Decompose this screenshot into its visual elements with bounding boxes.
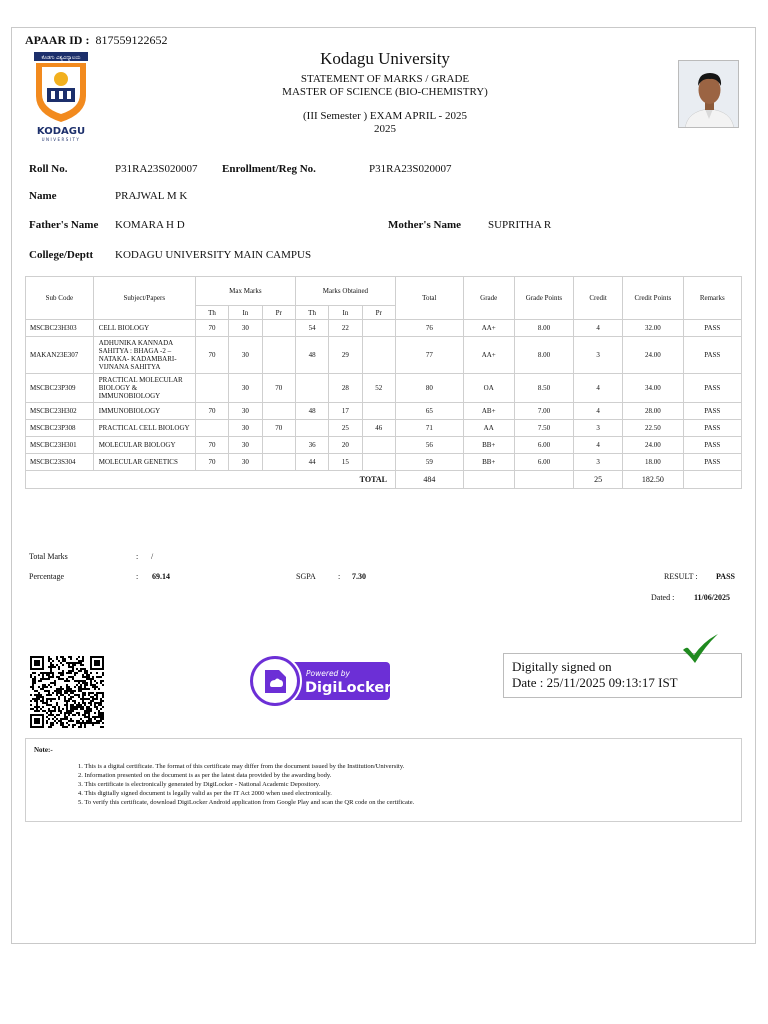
cell-grade: AA+	[463, 320, 514, 337]
cell-code: MSCBC23H301	[26, 437, 94, 454]
col-max-in: In	[229, 306, 262, 320]
cell-remarks: PASS	[683, 420, 741, 437]
cell-total: 77	[395, 337, 463, 374]
mother-value: SUPRITHA R	[488, 219, 552, 231]
cell-gp: 7.50	[514, 420, 573, 437]
total-grade-cell	[463, 471, 514, 489]
cell-max-in: 30	[229, 454, 262, 471]
cell-ob-pr: 46	[362, 420, 395, 437]
cell-ob-in: 17	[329, 403, 362, 420]
cell-code: MSCBC23H303	[26, 320, 94, 337]
cell-grade: BB+	[463, 437, 514, 454]
cell-grade: AB+	[463, 403, 514, 420]
percentage-value: 69.14	[152, 572, 170, 581]
cell-grade: AA+	[463, 337, 514, 374]
note-item: 4. This digitally signed document is legally valid as per the IT Act 2000 when used electronically.	[78, 790, 332, 797]
student-photo	[678, 60, 739, 128]
cell-credit: 3	[574, 454, 623, 471]
roll-value: P31RA23S020007	[115, 163, 198, 175]
cell-total: 59	[395, 454, 463, 471]
total-marks-value: /	[151, 552, 154, 561]
cell-max-in: 30	[229, 337, 262, 374]
cell-cp: 18.00	[623, 454, 683, 471]
cell-ob-th: 36	[295, 437, 328, 454]
cell-total: 80	[395, 374, 463, 403]
sgpa-colon: :	[338, 572, 341, 581]
marks-table	[25, 276, 742, 489]
col-ob-th: Th	[295, 306, 328, 320]
cell-ob-pr	[362, 437, 395, 454]
cell-remarks: PASS	[683, 437, 741, 454]
notes-list	[78, 762, 414, 807]
cell-grade: AA	[463, 420, 514, 437]
total-gp-cell	[514, 471, 573, 489]
cell-max-th: 70	[195, 403, 228, 420]
total-marks-colon: :	[136, 552, 139, 561]
cell-max-pr	[262, 437, 295, 454]
dated-value: 11/06/2025	[694, 593, 731, 602]
cell-max-th: 70	[195, 320, 228, 337]
cell-ob-th: 44	[295, 454, 328, 471]
table-row	[26, 374, 742, 403]
father-label: Father's Name	[29, 219, 99, 231]
table-row	[26, 337, 742, 374]
cell-code: MSCBC23P308	[26, 420, 94, 437]
table-row	[26, 320, 742, 337]
cell-cp: 22.50	[623, 420, 683, 437]
svg-text:Powered by: Powered by	[306, 669, 350, 678]
cell-subject: MOLECULAR GENETICS	[93, 454, 195, 471]
father-value: KOMARA H D	[115, 219, 185, 231]
cell-ob-pr: 52	[362, 374, 395, 403]
total-credit: 25	[574, 471, 623, 489]
cell-gp: 6.00	[514, 437, 573, 454]
college-label: College/Deptt	[29, 249, 94, 261]
college-value: KODAGU UNIVERSITY MAIN CAMPUS	[115, 249, 312, 261]
col-credit-points: Credit Points	[623, 277, 683, 320]
col-marks-obtained: Marks Obtained	[295, 277, 395, 306]
note-item: 1. This is a digital certificate. The format of this certificate may differ from the document issued by the Institution/University.	[78, 763, 405, 770]
name-value: PRAJWAL M K	[115, 190, 188, 202]
exam-year: 2025	[374, 123, 396, 135]
cell-remarks: PASS	[683, 403, 741, 420]
cell-ob-in: 22	[329, 320, 362, 337]
cell-max-in: 30	[229, 437, 262, 454]
total-remarks-cell	[683, 471, 741, 489]
cell-credit: 4	[574, 320, 623, 337]
cell-grade: OA	[463, 374, 514, 403]
col-grade-points: Grade Points	[514, 277, 573, 320]
svg-text:DigiLocker: DigiLocker	[305, 680, 392, 696]
notes-title: Note:-	[34, 746, 53, 754]
col-subject: Subject/Papers	[93, 277, 195, 320]
cell-credit: 4	[574, 403, 623, 420]
cell-remarks: PASS	[683, 374, 741, 403]
cell-ob-in: 15	[329, 454, 362, 471]
table-row	[26, 403, 742, 420]
cell-max-th: 70	[195, 337, 228, 374]
col-max-marks: Max Marks	[195, 277, 295, 306]
cell-credit: 4	[574, 437, 623, 454]
cell-code: MSCBC23P309	[26, 374, 94, 403]
svg-text:KODAGU: KODAGU	[36, 126, 86, 137]
total-row	[26, 471, 742, 489]
cell-code: MSCBC23H302	[26, 403, 94, 420]
apaar-value: 817559122652	[95, 33, 168, 47]
cell-credit: 3	[574, 337, 623, 374]
cell-grade: BB+	[463, 454, 514, 471]
exam-title	[220, 110, 550, 136]
qr-code[interactable]	[30, 656, 104, 728]
cell-max-th	[195, 420, 228, 437]
cell-subject: PRACTICAL CELL BIOLOGY	[93, 420, 195, 437]
col-ob-pr: Pr	[362, 306, 395, 320]
cell-ob-th	[295, 374, 328, 403]
sgpa-label: SGPA	[296, 572, 316, 581]
cell-subject: IMMUNOBIOLOGY	[93, 403, 195, 420]
cell-max-pr: 70	[262, 420, 295, 437]
cell-max-pr	[262, 454, 295, 471]
note-item: 5. To verify this certificate, download DigiLocker Android application from Google Play and scan the QR code on the certificate.	[78, 799, 415, 806]
program-line: MASTER OF SCIENCE (BIO-CHEMISTRY)	[282, 86, 488, 98]
cell-max-in: 30	[229, 403, 262, 420]
col-max-th: Th	[195, 306, 228, 320]
mother-label: Mother's Name	[388, 219, 462, 231]
col-remarks: Remarks	[683, 277, 741, 320]
cell-max-th: 70	[195, 437, 228, 454]
signature-line1: Digitally signed on	[512, 659, 612, 674]
cell-subject: ADHUNIKA KANNADA SAHITYA : BHAGA -2 – NATAKA- KADAMBARI- VIJNANA SAHITYA	[93, 337, 195, 374]
cell-subject: PRACTICAL MOLECULAR BIOLOGY & IMMUNOBIOLOGY	[93, 374, 195, 403]
col-total: Total	[395, 277, 463, 320]
cell-ob-pr	[362, 403, 395, 420]
cell-gp: 8.50	[514, 374, 573, 403]
notes-box	[25, 738, 742, 822]
cell-ob-pr	[362, 337, 395, 374]
cell-max-in: 30	[229, 374, 262, 403]
cell-cp: 32.00	[623, 320, 683, 337]
enroll-label: Enrollment/Reg No.	[222, 163, 316, 175]
total-credit-points: 182.50	[623, 471, 683, 489]
total-label: TOTAL	[26, 471, 396, 489]
cell-max-pr	[262, 320, 295, 337]
cell-cp: 24.00	[623, 437, 683, 454]
university-logo	[30, 52, 92, 142]
table-row	[26, 420, 742, 437]
green-tick-icon	[680, 633, 720, 665]
cell-ob-in: 29	[329, 337, 362, 374]
cell-ob-in: 28	[329, 374, 362, 403]
col-max-pr: Pr	[262, 306, 295, 320]
result-value: PASS	[716, 572, 735, 581]
percentage-colon: :	[136, 572, 139, 581]
cell-cp: 24.00	[623, 337, 683, 374]
cell-ob-in: 20	[329, 437, 362, 454]
cell-gp: 6.00	[514, 454, 573, 471]
cell-code: MSCBC23S304	[26, 454, 94, 471]
cell-remarks: PASS	[683, 454, 741, 471]
cell-ob-th: 54	[295, 320, 328, 337]
cell-credit: 4	[574, 374, 623, 403]
cell-gp: 8.00	[514, 337, 573, 374]
total-marks-label: Total Marks	[29, 552, 68, 561]
cell-code: MAKAN23E307	[26, 337, 94, 374]
cell-gp: 8.00	[514, 320, 573, 337]
cell-max-in: 30	[229, 420, 262, 437]
sgpa-value: 7.30	[352, 572, 366, 581]
note-item: 3. This certificate is electronically generated by DigiLocker - National Academic Depository.	[78, 781, 321, 788]
percentage-label: Percentage	[29, 572, 65, 581]
cell-gp: 7.00	[514, 403, 573, 420]
table-row	[26, 437, 742, 454]
apaar-label: APAAR ID :	[25, 33, 90, 47]
cell-cp: 28.00	[623, 403, 683, 420]
col-ob-in: In	[329, 306, 362, 320]
svg-text:UNIVERSITY: UNIVERSITY	[41, 137, 81, 142]
statement-title	[220, 73, 550, 99]
cell-total: 71	[395, 420, 463, 437]
col-credit: Credit	[574, 277, 623, 320]
cell-ob-pr	[362, 320, 395, 337]
digilocker-logo	[248, 652, 392, 710]
cell-max-th	[195, 374, 228, 403]
cell-total: 76	[395, 320, 463, 337]
cell-ob-th	[295, 420, 328, 437]
dated-label: Dated :	[651, 593, 675, 602]
grand-total: 484	[395, 471, 463, 489]
note-item: 2. Information presented on the document is as per the latest data provided by the awarding body.	[78, 772, 332, 779]
cell-ob-th: 48	[295, 403, 328, 420]
svg-text:ಕೊಡಗು ವಿಶ್ವವಿದ್ಯಾಲಯ: ಕೊಡಗು ವಿಶ್ವವಿದ್ಯಾಲಯ	[41, 55, 81, 61]
result-label: RESULT :	[664, 572, 698, 581]
signature-line2: Date : 25/11/2025 09:13:17 IST	[512, 675, 678, 690]
col-grade: Grade	[463, 277, 514, 320]
cell-max-pr	[262, 337, 295, 374]
cell-subject: CELL BIOLOGY	[93, 320, 195, 337]
enroll-value: P31RA23S020007	[369, 163, 452, 175]
apaar-id	[25, 33, 167, 48]
cell-ob-th: 48	[295, 337, 328, 374]
cell-max-th: 70	[195, 454, 228, 471]
col-sub-code: Sub Code	[26, 277, 94, 320]
cell-total: 56	[395, 437, 463, 454]
cell-credit: 3	[574, 420, 623, 437]
cell-cp: 34.00	[623, 374, 683, 403]
cell-ob-pr	[362, 454, 395, 471]
roll-label: Roll No.	[29, 163, 68, 175]
cell-remarks: PASS	[683, 337, 741, 374]
name-label: Name	[29, 190, 57, 202]
cell-max-in: 30	[229, 320, 262, 337]
cell-max-pr	[262, 403, 295, 420]
cell-ob-in: 25	[329, 420, 362, 437]
statement-line: STATEMENT OF MARKS / GRADE	[300, 73, 470, 85]
cell-total: 65	[395, 403, 463, 420]
table-row	[26, 454, 742, 471]
cell-remarks: PASS	[683, 320, 741, 337]
cell-subject: MOLECULAR BIOLOGY	[93, 437, 195, 454]
university-name: Kodagu University	[320, 49, 450, 68]
cell-max-pr: 70	[262, 374, 295, 403]
exam-line: (III Semester ) EXAM APRIL - 2025	[303, 110, 467, 122]
